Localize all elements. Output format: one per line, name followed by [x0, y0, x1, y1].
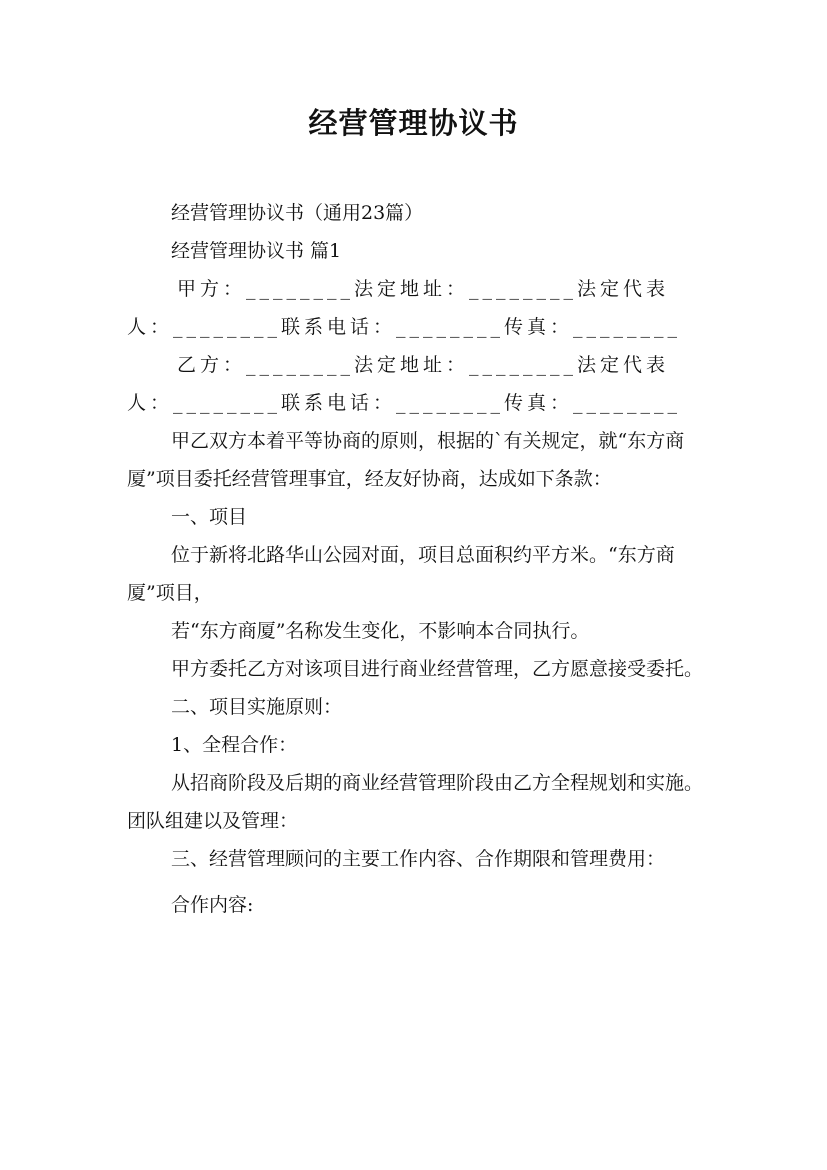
- paragraph-name-change: 若“东方商厦”名称发生变化，不影响本合同执行。: [171, 620, 590, 642]
- paragraph-party-a: 甲方：________法定地址：________法定代表人：________联系电话：________传真：________: [127, 278, 682, 338]
- paragraph-heading-project: 一、项目: [171, 506, 248, 528]
- paragraph-preamble: 甲乙双方本着平等协商的原则，根据的`有关规定，就“东方商厦”项目委托经营管理事宜，经友好协商，达成如下条款：: [127, 430, 685, 490]
- document-body: [127, 194, 704, 924]
- paragraph-heading-content: 三、经营管理顾问的主要工作内容、合作期限和管理费用：: [171, 848, 666, 870]
- paragraph-cooperation-content: 合作内容:: [171, 894, 254, 916]
- paragraph-planning: 从招商阶段及后期的商业经营管理阶段由乙方全程规划和实施。团队组建以及管理：: [127, 772, 704, 832]
- document-title: 经营管理协议书: [308, 106, 519, 140]
- paragraph-heading-principles: 二、项目实施原则：: [171, 696, 343, 718]
- paragraph-party-b: 乙方：________法定地址：________法定代表人：________联系电话：________传真：________: [127, 354, 682, 414]
- paragraph-subtitle: 经营管理协议书（通用23篇）: [171, 202, 424, 224]
- paragraph-project-location: 位于新将北路华山公园对面，项目总面积约平方米。“东方商厦”项目，: [127, 544, 675, 604]
- paragraph-entrustment: 甲方委托乙方对该项目进行商业经营管理，乙方愿意接受委托。: [171, 658, 704, 680]
- paragraph-section-heading: 经营管理协议书 篇1: [171, 240, 342, 262]
- paragraph-full-cooperation: 1、全程合作：: [171, 734, 298, 756]
